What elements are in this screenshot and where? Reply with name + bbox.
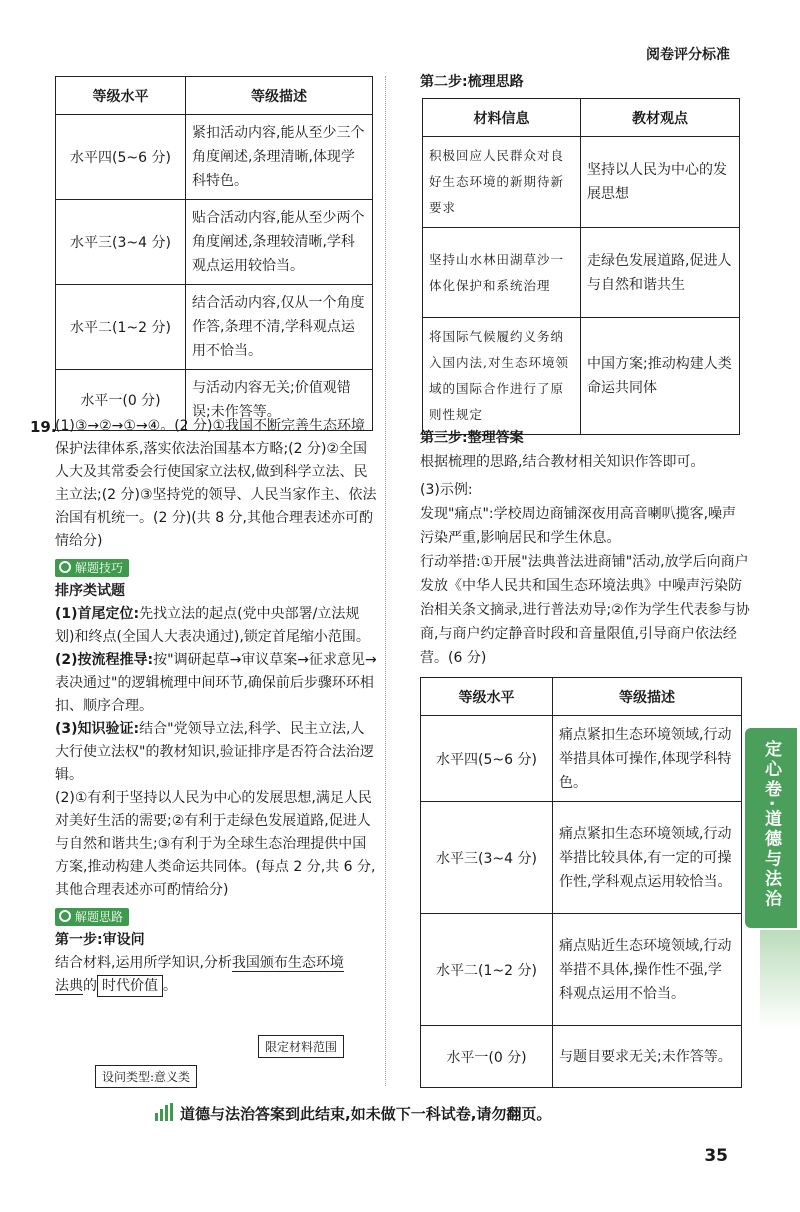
tip-step-3 bbox=[55, 718, 377, 787]
question-number: 19. bbox=[30, 418, 57, 436]
example-label: (3)示例: bbox=[420, 482, 473, 498]
table-cell-level: 水平一(0 分) bbox=[56, 370, 186, 431]
table-cell-level: 水平三(3~4 分) bbox=[56, 200, 186, 285]
table-cell-level: 水平二(1~2 分) bbox=[56, 285, 186, 370]
table-cell-view: 中国方案;推动构建人类命运共同体 bbox=[581, 318, 740, 435]
table-cell-desc: 与活动内容无关;价值观错误;未作答等。 bbox=[186, 370, 373, 431]
table-cell-view: 坚持以人民为中心的发展思想 bbox=[581, 137, 740, 228]
table-header: 等级描述 bbox=[186, 77, 373, 115]
table-cell-level: 水平四(5~6 分) bbox=[421, 716, 553, 802]
step-text: 先找立法的起点(党中央部署/立法规划)和终点(全国人大表决通过),锁定首尾缩小范围。 bbox=[55, 606, 370, 645]
step-a-text bbox=[55, 952, 377, 998]
step2-head: 第二步:梳理思路 bbox=[420, 74, 524, 90]
side-tab-label: 定心卷·道德与法治 bbox=[761, 740, 781, 910]
table-cell-level: 水平三(3~4 分) bbox=[421, 802, 553, 914]
magnifier-icon bbox=[59, 910, 71, 922]
table-header: 等级水平 bbox=[56, 77, 186, 115]
example-text-2: 行动举措:①开展"法典普法进商铺"活动,放学后向商户发放《中华人民共和国生态环境法典》中噪声污染防治相关条文摘录,进行普法劝导;②作为学生代表参与协商,与商户约定静音时段和音量限值,引导商户依法经营。(6 分) bbox=[420, 554, 750, 666]
underlined-text: 法典 bbox=[55, 978, 83, 994]
table-cell-level: 水平一(0 分) bbox=[421, 1026, 553, 1088]
analysis-table bbox=[422, 98, 740, 435]
table-cell-level: 水平四(5~6 分) bbox=[56, 115, 186, 200]
text: 。 bbox=[163, 978, 177, 994]
table-cell-desc: 与题目要求无关;未作答等。 bbox=[553, 1026, 742, 1088]
step-text: 按"调研起草→审议草案→征求意见→表决通过"的逻辑梳理中间环节,确保前后步骤环环相扣、顺序合理。 bbox=[55, 652, 377, 714]
table-header: 材料信息 bbox=[423, 99, 581, 137]
answer-part-2: (2)①有利于坚持以人民为中心的发展思想,满足人民对美好生活的需要;②有利于走绿色发展道路,促进人与自然和谐共生;③有利于为全球生态治理提供中国方案,推动构建人类命运共同体。(每点 2 分,共 6 分,其他合理表述亦可酌情给分) bbox=[55, 790, 376, 898]
grading-table-1 bbox=[55, 76, 373, 431]
step-text: 结合"党领导立法,科学、民主立法,人大行使立法权"的教材知识,验证排序是否符合法治逻辑。 bbox=[55, 721, 374, 783]
column-divider bbox=[385, 76, 386, 1086]
table-cell-info: 积极回应人民群众对良好生态环境的新期待新要求 bbox=[423, 137, 581, 228]
step3-block bbox=[420, 426, 750, 670]
grading-table-2 bbox=[420, 677, 742, 1088]
table-cell-desc: 痛点贴近生态环境领域,行动举措不具体,操作性不强,学科观点运用不恰当。 bbox=[553, 914, 742, 1026]
table-header: 教材观点 bbox=[581, 99, 740, 137]
table-header: 等级描述 bbox=[553, 678, 742, 716]
table-cell-info: 坚持山水林田湖草沙一体化保护和系统治理 bbox=[423, 228, 581, 318]
bar-icon bbox=[155, 1103, 175, 1125]
step-label: (1)首尾定位: bbox=[55, 606, 140, 622]
step-a-head: 第一步:审设问 bbox=[55, 932, 145, 948]
tips-badge bbox=[55, 559, 129, 577]
side-strip bbox=[760, 930, 800, 1030]
table-cell-desc: 紧扣活动内容,能从至少三个角度阐述,条理清晰,体现学科特色。 bbox=[186, 115, 373, 200]
table-cell-desc: 痛点紧扣生态环境领域,行动举措具体可操作,体现学科特色。 bbox=[553, 716, 742, 802]
page-header-title: 阅卷评分标准 bbox=[646, 47, 730, 63]
table-cell-desc: 痛点紧扣生态环境领域,行动举措比较具体,有一定的可操作性,学科观点运用较恰当。 bbox=[553, 802, 742, 914]
step3-head: 第三步:整理答案 bbox=[420, 430, 524, 446]
step-label: (3)知识验证: bbox=[55, 721, 140, 737]
badge-label: 解题技巧 bbox=[75, 561, 124, 575]
answer-part-1: (1)③→②→①→④。(2 分)①我国不断完善生态环境保护法律体系,落实依法治国基本方略;(2 分)②全国人大及其常委会行使国家立法权,做到科学立法、民主立法;(2 分)③坚持党的领导、人民当家作主、依法治国有机统一。(2 分)(共 8 分,其他合理表述亦可酌情给分) bbox=[55, 418, 377, 549]
tip-step-1 bbox=[55, 603, 377, 649]
magnifier-icon bbox=[59, 561, 71, 573]
example-text: 发现"痛点":学校周边商铺深夜用高音喇叭揽客,噪声污染严重,影响居民和学生休息。 bbox=[420, 506, 737, 546]
text: 结合材料,运用所学知识,分析 bbox=[55, 955, 232, 971]
callout-scope: 限定材料范围 bbox=[258, 1035, 344, 1058]
table-header: 等级水平 bbox=[421, 678, 553, 716]
tip-step-2 bbox=[55, 649, 377, 718]
table-cell-level: 水平二(1~2 分) bbox=[421, 914, 553, 1026]
question-19-answers bbox=[55, 415, 377, 998]
page-number: 35 bbox=[704, 1146, 728, 1166]
badge-label: 解题思路 bbox=[75, 910, 124, 924]
sort-title: 排序类试题 bbox=[55, 583, 125, 599]
table-cell-info: 将国际气候履约义务纳入国内法,对生态环境领域的国际合作进行了原则性规定 bbox=[423, 318, 581, 435]
approach-badge bbox=[55, 908, 129, 926]
side-tab bbox=[745, 728, 797, 928]
boxed-text: 时代价值 bbox=[97, 975, 163, 997]
underlined-text: 我国颁布生态环境 bbox=[231, 955, 344, 971]
table-cell-view: 走绿色发展道路,促进人与自然和谐共生 bbox=[581, 228, 740, 318]
text: 的 bbox=[83, 978, 97, 994]
step-label: (2)按流程推导: bbox=[55, 652, 154, 668]
callout-type: 设问类型:意义类 bbox=[95, 1065, 197, 1088]
step3-text: 根据梳理的思路,结合教材相关知识作答即可。 bbox=[420, 454, 705, 470]
footer-text: 道德与法治答案到此结束,如未做下一科试卷,请勿翻页。 bbox=[180, 1105, 552, 1123]
table-cell-desc: 贴合活动内容,能从至少两个角度阐述,条理较清晰,学科观点运用较恰当。 bbox=[186, 200, 373, 285]
table-cell-desc: 结合活动内容,仅从一个角度作答,条理不清,学科观点运用不恰当。 bbox=[186, 285, 373, 370]
